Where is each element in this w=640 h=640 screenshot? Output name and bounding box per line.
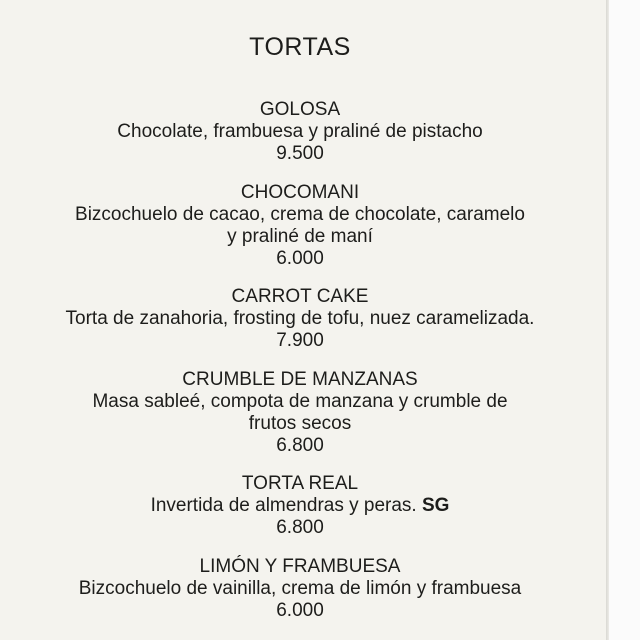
item-price: 6.000 [276, 248, 324, 269]
right-margin [609, 0, 640, 640]
item-description: Torta de zanahoria, frosting de tofu, nuez caramelizada. [65, 308, 535, 329]
item-name: CARROT CAKE [231, 286, 369, 307]
item-description: Chocolate, frambuesa y praliné de pistacho [117, 121, 483, 142]
item-description-line [0, 495, 600, 517]
item-name: TORTA REAL [241, 473, 359, 494]
item-name: LIMÓN Y FRAMBUESA [199, 556, 401, 577]
item-price: 7.900 [276, 330, 324, 351]
menu-item-torta-real [0, 473, 600, 539]
item-description: Bizcochuelo de vainilla, crema de limón y frambuesa [78, 578, 522, 599]
section-title: TORTAS [249, 33, 351, 61]
item-price: 9.500 [276, 143, 324, 164]
item-price: 6.800 [276, 517, 324, 538]
item-name: GOLOSA [259, 99, 341, 120]
item-description: Invertida de almendras y peras. [150, 495, 417, 516]
item-description: y praliné de maní [227, 226, 373, 247]
item-description: Masa sableé, compota de manzana y crumble de [92, 391, 508, 412]
sin-gluten-badge: SG [421, 495, 450, 516]
item-price: 6.800 [276, 435, 324, 456]
menu-item-carrot-cake [0, 286, 600, 352]
item-price: 6.000 [276, 600, 324, 621]
item-name: CRUMBLE DE MANZANAS [182, 369, 418, 390]
item-description: Bizcochuelo de cacao, crema de chocolate, caramelo [75, 204, 525, 225]
menu-item-golosa [0, 99, 600, 165]
menu-item-chocomani [0, 182, 600, 270]
menu-item-limon-y-frambuesa [0, 556, 600, 622]
menu-item-crumble-de-manzanas [0, 369, 600, 457]
item-description: frutos secos [248, 413, 352, 434]
item-name: CHOCOMANI [240, 182, 360, 203]
